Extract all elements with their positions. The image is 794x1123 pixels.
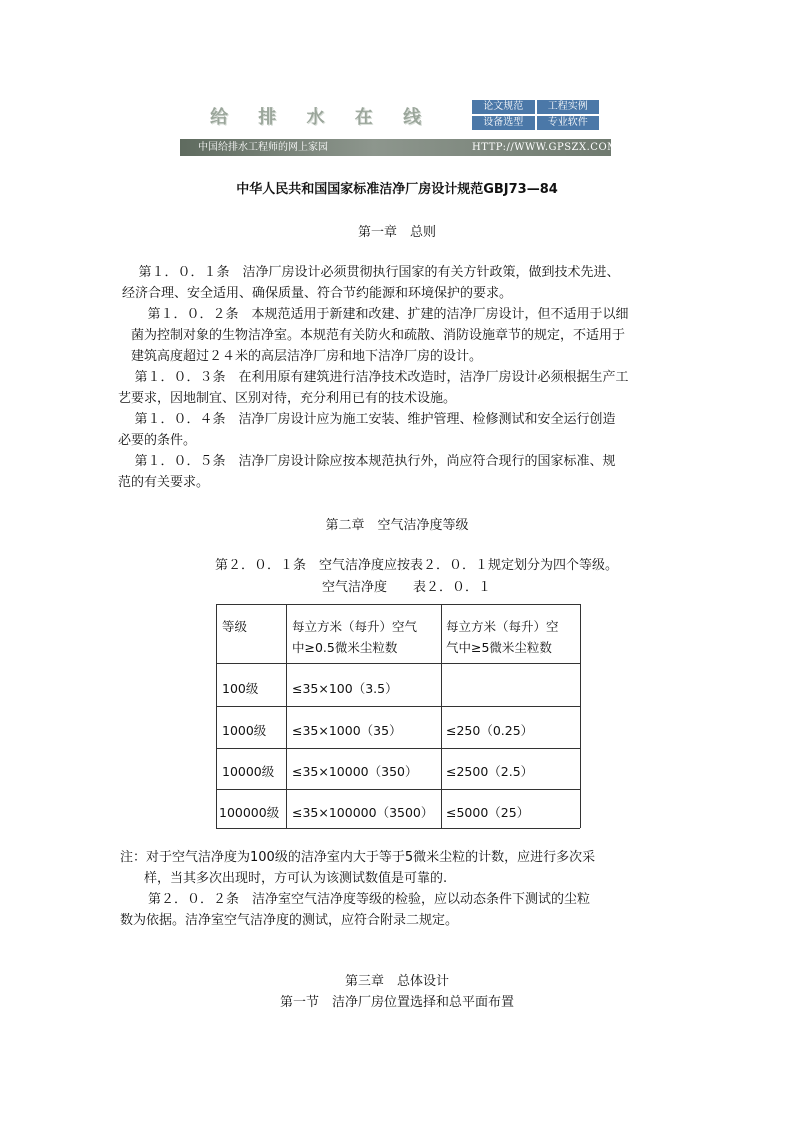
article-1-0-3: 第１．０．３条 在利用原有建筑进行洁净技术改造时，洁净厂房设计必须根据生产工艺要求，因地制宜、区别对待，充分利用已有的技术设施。	[118, 370, 629, 406]
site-url[interactable]: HTTP://WWW.GPSZX.COM	[472, 142, 618, 153]
table-header-col3-line1: 每立方米（每升）空	[446, 619, 559, 634]
chapter1-heading: 第一章 总则	[357, 225, 436, 240]
table-cell: 100000级	[219, 805, 280, 820]
banner-bar	[180, 139, 618, 156]
table-cell: ≤250（0.25）	[446, 723, 534, 738]
chapter2-heading: 第二章 空气洁净度等级	[325, 518, 469, 533]
chapter3-section1: 第一节 洁净厂房位置选择和总平面布置	[279, 995, 514, 1010]
article-2-0-2-line2: 数为依据。洁净室空气洁净度的测试，应符合附录二规定。	[120, 913, 459, 928]
table-cell: ≤2500（2.5）	[446, 764, 534, 779]
site-logo[interactable]: 给 排 水 在 线	[210, 107, 434, 128]
table-cell: ≤5000（25）	[446, 805, 530, 820]
table-rule	[441, 604, 442, 828]
nav-link-equipment[interactable]: 设备选型	[472, 116, 535, 130]
table-rule	[216, 604, 217, 828]
nav-link-papers[interactable]: 论文规范	[472, 100, 535, 114]
table-header-col2-line1: 每立方米（每升）空气	[292, 619, 418, 634]
article-1-0-1: 第１．０．１条 洁净厂房设计必须贯彻执行国家的有关方针政策，做到技术先进、经济合理、安全适用、确保质量、符合节约能源和环境保护的要求。	[122, 265, 620, 301]
chapter3-heading: 第三章 总体设计	[344, 974, 449, 989]
table-cell: 1000级	[222, 723, 267, 738]
table-note-line2: 样，当其多次出现时，方可认为该测试数值是可靠的.	[144, 871, 448, 886]
table-rule	[216, 789, 580, 790]
nav-link-software[interactable]: 专业软件	[537, 116, 600, 130]
article-1-0-2: 第１．０．２条 本规范适用于新建和改建、扩建的洁净厂房设计，但不适用于以细菌为控制对象的生物洁净室。本规范有关防火和疏散、消防设施章节的规定，不适用于建筑高度超过２４米的高层洁净厂房和地下洁净厂房的设计。	[131, 307, 629, 364]
table-cell: ≤35×100（3.5）	[292, 681, 398, 696]
table-rule	[580, 604, 581, 828]
table-rule	[216, 828, 580, 829]
table-rule	[216, 748, 580, 749]
banner-nav	[472, 100, 599, 132]
document-title: 中华人民共和国国家标准洁净厂房设计规范GBJ73—84	[236, 182, 558, 197]
site-slogan: 中国给排水工程师的网上家园	[198, 142, 328, 153]
table-cell: 10000级	[222, 764, 275, 779]
table-cell: ≤35×10000（350）	[292, 764, 418, 779]
article-1-0-4: 第１．０．４条 洁净厂房设计应为施工安装、维护管理、检修测试和安全运行创造必要的条件。	[118, 412, 616, 448]
article-2-0-2-line1: 第２．０．２条 洁净室空气洁净度等级的检验，应以动态条件下测试的尘粒	[148, 892, 591, 907]
article-1-0-5: 第１．０．５条 洁净厂房设计除应按本规范执行外，尚应符合现行的国家标准、规范的有关要求。	[118, 454, 616, 490]
table-header-grade: 等级	[222, 619, 248, 634]
table-rule	[216, 663, 580, 664]
table-caption: 空气洁净度 表２．０．１	[322, 580, 492, 595]
article-2-0-1: 第２．０．１条 空气洁净度应按表２．０．１规定划分为四个等级。	[215, 558, 619, 573]
site-banner	[180, 99, 618, 157]
table-header-col3-line2: 气中≥5微米尘粒数	[446, 640, 552, 655]
cleanliness-table	[212, 600, 584, 832]
table-rule	[216, 706, 580, 707]
table-header-col2-line2: 中≥0.5微米尘粒数	[292, 640, 398, 655]
nav-link-cases[interactable]: 工程实例	[537, 100, 600, 114]
table-cell: 100级	[222, 681, 259, 696]
table-rule	[286, 604, 287, 828]
table-rule	[216, 604, 580, 605]
table-note-line1: 注：对于空气洁净度为100级的洁净室内大于等于5微米尘粒的计数，应进行多次采	[120, 850, 596, 865]
table-cell: ≤35×1000（35）	[292, 723, 402, 738]
table-cell: ≤35×100000（3500）	[292, 805, 434, 820]
